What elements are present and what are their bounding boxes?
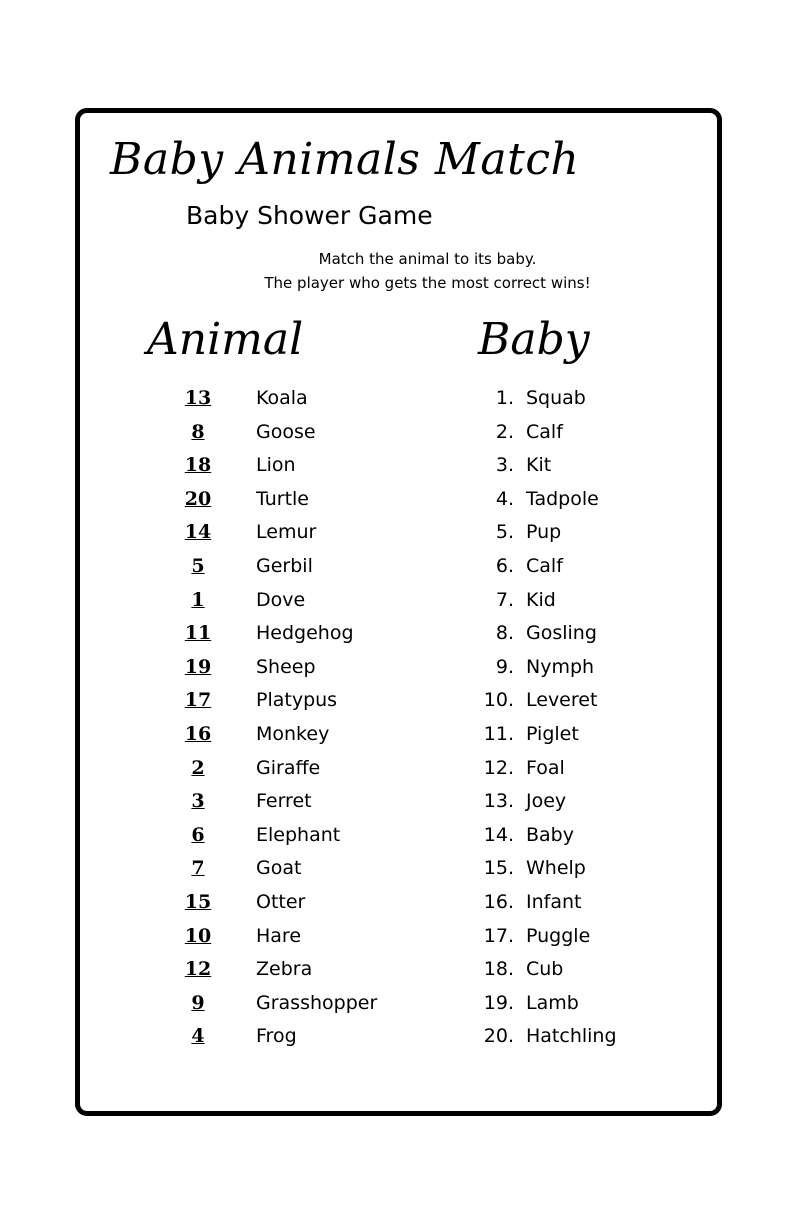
baby-name: Whelp xyxy=(526,857,586,880)
answer-number: 2 xyxy=(191,756,205,779)
answer-number: 10 xyxy=(184,924,212,947)
answer-number: 17 xyxy=(184,689,212,712)
match-row xyxy=(0,886,794,918)
baby-number: 10. xyxy=(483,689,514,712)
baby-name: Cub xyxy=(526,958,564,981)
animal-name: Monkey xyxy=(256,723,330,745)
answer-number: 15 xyxy=(184,891,212,913)
animal-name: Turtle xyxy=(256,487,309,510)
baby-number: 13. xyxy=(483,790,514,813)
match-row xyxy=(0,785,794,817)
match-row xyxy=(0,684,794,716)
instruction-line-1: Match the animal to its baby. xyxy=(318,250,537,268)
baby-name: Nymph xyxy=(526,655,595,678)
match-row xyxy=(0,920,794,952)
animal-name: Dove xyxy=(256,588,306,611)
baby-name: Pup xyxy=(526,521,562,544)
baby-number: 7. xyxy=(495,588,514,611)
baby-name: Tadpole xyxy=(526,487,599,510)
baby-number: 12. xyxy=(483,756,514,779)
baby-name: Piglet xyxy=(526,723,579,745)
animal-name: Frog xyxy=(256,1025,297,1048)
baby-name: Joey xyxy=(526,790,567,813)
animal-name: Otter xyxy=(256,891,306,913)
match-row xyxy=(0,1020,794,1052)
baby-name: Calf xyxy=(526,420,563,443)
animal-name: Elephant xyxy=(256,823,341,846)
baby-name: Squab xyxy=(526,387,586,409)
baby-number: 5. xyxy=(495,521,514,544)
baby-name: Foal xyxy=(526,756,565,779)
baby-number: 20. xyxy=(483,1025,514,1048)
baby-name: Baby xyxy=(526,823,574,846)
answer-number: 16 xyxy=(184,723,212,745)
baby-name: Puggle xyxy=(526,924,591,947)
animal-name: Grasshopper xyxy=(256,991,378,1014)
baby-name: Leveret xyxy=(526,689,598,712)
animal-name: Lemur xyxy=(256,521,317,544)
animal-name: Platypus xyxy=(256,689,338,712)
baby-number: 4. xyxy=(495,487,514,510)
baby-number: 3. xyxy=(495,454,514,477)
match-row xyxy=(0,651,794,683)
baby-number: 6. xyxy=(495,555,514,577)
answer-number: 6 xyxy=(191,823,205,846)
answer-number: 1 xyxy=(191,588,205,611)
answer-number: 14 xyxy=(184,521,212,544)
animal-name: Lion xyxy=(256,454,296,477)
page-title: Baby Animals Match xyxy=(110,134,580,185)
animal-column-heading: Animal xyxy=(147,314,304,365)
instruction-line-2: The player who gets the most correct wins! xyxy=(264,274,591,292)
match-row xyxy=(0,718,794,750)
baby-number: 16. xyxy=(483,891,514,913)
baby-number: 15. xyxy=(483,857,514,880)
animal-name: Hedgehog xyxy=(256,622,354,645)
animal-name: Gerbil xyxy=(256,555,313,577)
answer-number: 20 xyxy=(184,487,212,510)
match-row xyxy=(0,953,794,985)
animal-name: Koala xyxy=(256,387,308,409)
answer-number: 3 xyxy=(191,790,205,813)
baby-number: 9. xyxy=(495,655,514,678)
baby-name: Infant xyxy=(526,891,582,913)
match-row xyxy=(0,987,794,1019)
match-row xyxy=(0,382,794,414)
baby-number: 14. xyxy=(483,823,514,846)
baby-column-heading: Baby xyxy=(478,314,590,365)
animal-name: Zebra xyxy=(256,958,313,981)
answer-number: 13 xyxy=(184,387,212,409)
match-row xyxy=(0,852,794,884)
baby-number: 17. xyxy=(483,924,514,947)
baby-name: Hatchling xyxy=(526,1025,617,1048)
baby-number: 8. xyxy=(495,622,514,645)
answer-number: 11 xyxy=(184,622,212,645)
answer-number: 12 xyxy=(184,958,212,981)
match-row xyxy=(0,752,794,784)
animal-name: Hare xyxy=(256,924,302,947)
baby-name: Kid xyxy=(526,588,556,611)
match-row xyxy=(0,516,794,548)
baby-name: Calf xyxy=(526,555,563,577)
baby-name: Kit xyxy=(526,454,552,477)
animal-name: Goat xyxy=(256,857,302,880)
baby-number: 1. xyxy=(495,387,514,409)
match-row xyxy=(0,584,794,616)
baby-number: 19. xyxy=(483,991,514,1014)
match-row xyxy=(0,483,794,515)
answer-number: 8 xyxy=(191,420,205,443)
baby-name: Gosling xyxy=(526,622,597,645)
match-row xyxy=(0,416,794,448)
match-row xyxy=(0,449,794,481)
baby-number: 2. xyxy=(495,420,514,443)
answer-number: 18 xyxy=(184,454,212,477)
answer-number: 9 xyxy=(191,991,205,1014)
animal-name: Goose xyxy=(256,420,316,443)
baby-name: Lamb xyxy=(526,991,579,1014)
baby-number: 11. xyxy=(483,723,514,745)
match-row xyxy=(0,550,794,582)
animal-name: Ferret xyxy=(256,790,312,813)
animal-name: Sheep xyxy=(256,655,316,678)
page-subtitle: Baby Shower Game xyxy=(186,201,433,230)
answer-number: 7 xyxy=(191,857,205,880)
answer-number: 4 xyxy=(191,1025,205,1048)
baby-number: 18. xyxy=(483,958,514,981)
answer-number: 19 xyxy=(184,655,212,678)
match-row xyxy=(0,819,794,851)
animal-name: Giraffe xyxy=(256,756,321,779)
answer-number: 5 xyxy=(191,555,205,577)
match-row xyxy=(0,617,794,649)
